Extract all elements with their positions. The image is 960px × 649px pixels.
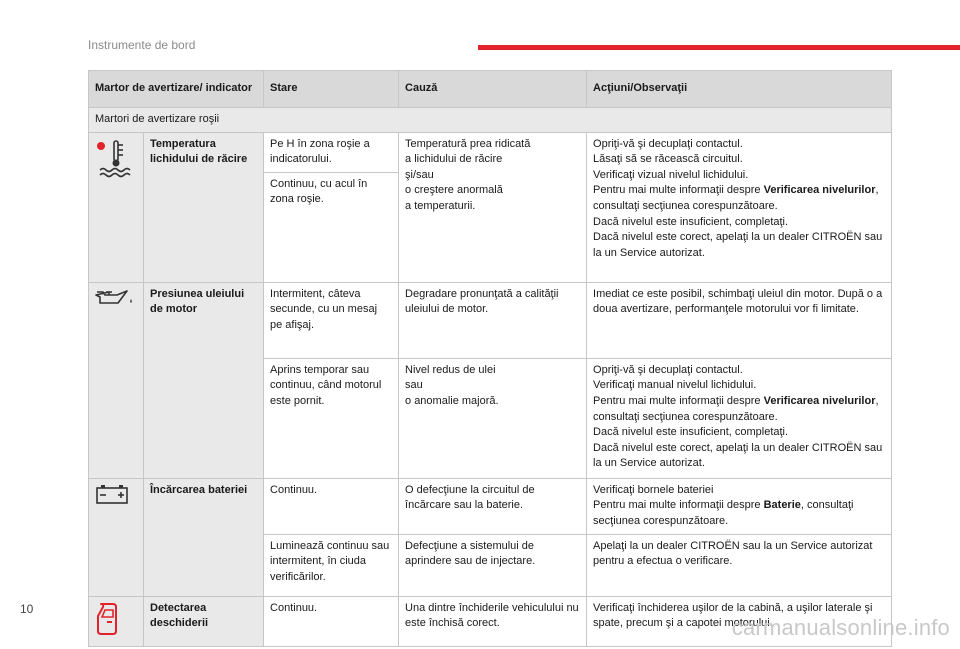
battery-reference: Baterie xyxy=(763,499,801,512)
coolant-temperature-icon xyxy=(95,137,135,179)
header-cause: Cauză xyxy=(399,71,587,108)
oil-cause-line: sau xyxy=(405,379,423,392)
coolant-cause xyxy=(399,132,587,282)
oil-action-line: Dacă nivelul este corect, apelaţi la un dealer CITROËN sau la un Service autorizat. xyxy=(593,441,883,470)
battery-icon xyxy=(95,483,129,505)
coolant-action-line: Lăsaţi să se răcească circuitul. xyxy=(593,153,743,166)
coolant-cause-line: a temperaturii. xyxy=(405,200,476,213)
coolant-state-2: Continuu, cu acul în zona roşie. xyxy=(264,172,399,282)
coolant-action-line: Dacă nivelul este corect, apelaţi la un dealer CITROËN sau la un Service autorizat. xyxy=(593,231,883,259)
battery-actions-2: Apelaţi la un dealer CITROËN sau la un Service autorizat pentru a efectua o verificare. xyxy=(587,534,892,596)
door-state-1: Continuu. xyxy=(264,596,399,647)
watermark: carmanualsonline.info xyxy=(731,615,950,640)
door-name: Detectarea deschiderii xyxy=(144,596,264,647)
oil-cause-line: o anomalie majoră. xyxy=(405,395,499,408)
section-row xyxy=(89,108,892,133)
section-title: Martori de avertizare roşii xyxy=(89,108,892,133)
warning-lights-table xyxy=(88,70,892,647)
battery-icon-cell xyxy=(89,478,144,596)
text-span: Pentru mai multe informaţii despre xyxy=(593,184,764,197)
text-span: Pentru mai multe informaţii despre xyxy=(593,499,764,512)
levels-reference: Verificarea nivelurilor xyxy=(763,395,876,408)
oil-state-2: Aprins temporar sau continuu, când motorul este pornit. xyxy=(264,358,399,478)
header-indicator: Martor de avertizare/ indicator xyxy=(89,71,264,108)
oil-action-line: Opriţi-vă şi decuplaţi contactul. xyxy=(593,363,743,376)
coolant-cause-line: Temperatură prea ridicată xyxy=(405,137,531,150)
coolant-cause-line: şi/sau xyxy=(405,168,434,181)
text-span: Pentru mai multe informaţii despre xyxy=(593,395,764,408)
battery-actions-1 xyxy=(587,478,892,534)
oil-actions-2 xyxy=(587,358,892,478)
door-icon-cell xyxy=(89,596,144,647)
table-row xyxy=(89,132,892,172)
oil-cause-1: Degradare pronunţată a calităţii uleiului de motor. xyxy=(399,282,587,358)
table-row xyxy=(89,478,892,534)
header-state: Stare xyxy=(264,71,399,108)
door-cause-1: Una dintre închiderile vehiculului nu este închisă corect. xyxy=(399,596,587,647)
oil-actions-1: Imediat ce este posibil, schimbaţi uleiul din motor. După o a doua avertizare, performanţele motorului vor fi limitate. xyxy=(587,282,892,358)
battery-name: Încărcarea bateriei xyxy=(144,478,264,596)
table-header-row xyxy=(89,71,892,108)
battery-action-line: Verificaţi bornele bateriei xyxy=(593,483,714,496)
oil-cause-2 xyxy=(399,358,587,478)
oil-icon-cell xyxy=(89,282,144,478)
coolant-cause-line: o creştere anormală xyxy=(405,184,503,197)
coolant-action-line: Dacă nivelul este insuficient, completaţi. xyxy=(593,215,789,228)
coolant-action-line: Opriţi-vă şi decuplaţi contactul. xyxy=(593,137,743,150)
levels-reference: Verificarea nivelurilor xyxy=(763,184,876,197)
header-actions: Acţiuni/Observaţii xyxy=(587,71,892,108)
battery-cause-1: O defecţiune la circuitul de încărcare sau la baterie. xyxy=(399,478,587,534)
coolant-actions xyxy=(587,132,892,282)
coolant-action-line xyxy=(593,183,885,214)
text-span: , consultaţi secţiunea corespunzătoare. xyxy=(593,184,879,213)
oil-action-line: Dacă nivelul este insuficient, completaţi. xyxy=(593,426,789,439)
oil-state-1: Intermitent, câteva secunde, cu un mesaj pe afişaj. xyxy=(264,282,399,358)
battery-cause-2: Defecţiune a sistemului de aprindere sau de injectare. xyxy=(399,534,587,596)
page-number: 10 xyxy=(20,602,34,616)
coolant-name: Temperatura lichidului de răcire xyxy=(144,132,264,282)
coolant-state-1: Pe H în zona roşie a indicatorului. xyxy=(264,132,399,172)
battery-action-line xyxy=(593,498,885,529)
battery-state-1: Continuu. xyxy=(264,478,399,534)
text-span: , consultaţi secţiunea corespunzătoare. xyxy=(593,395,879,423)
oil-cause-line: Nivel redus de ulei xyxy=(405,363,496,376)
oil-action-line: Verificaţi manual nivelul lichidului. xyxy=(593,379,757,392)
coolant-icon-cell xyxy=(89,132,144,282)
door-open-icon xyxy=(95,601,119,637)
header-accent-bar xyxy=(478,45,960,50)
section-header-title: Instrumente de bord xyxy=(88,38,196,52)
text-span: , consultaţi secţiunea corespunzătoare. xyxy=(593,499,854,528)
door-actions-1: Verificaţi închiderea uşilor de la cabină, a uşilor laterale şi spate, precum şi a capotei motorului. xyxy=(587,596,892,647)
table-row xyxy=(89,282,892,358)
oil-pressure-icon xyxy=(95,287,135,307)
coolant-action-line: Verificaţi vizual nivelul lichidului. xyxy=(593,168,749,181)
coolant-cause-line: a lichidului de răcire xyxy=(405,153,503,166)
battery-state-2: Luminează continuu sau intermitent, în ciuda verificărilor. xyxy=(264,534,399,596)
oil-action-line xyxy=(593,394,885,425)
oil-name: Presiunea uleiului de motor xyxy=(144,282,264,478)
